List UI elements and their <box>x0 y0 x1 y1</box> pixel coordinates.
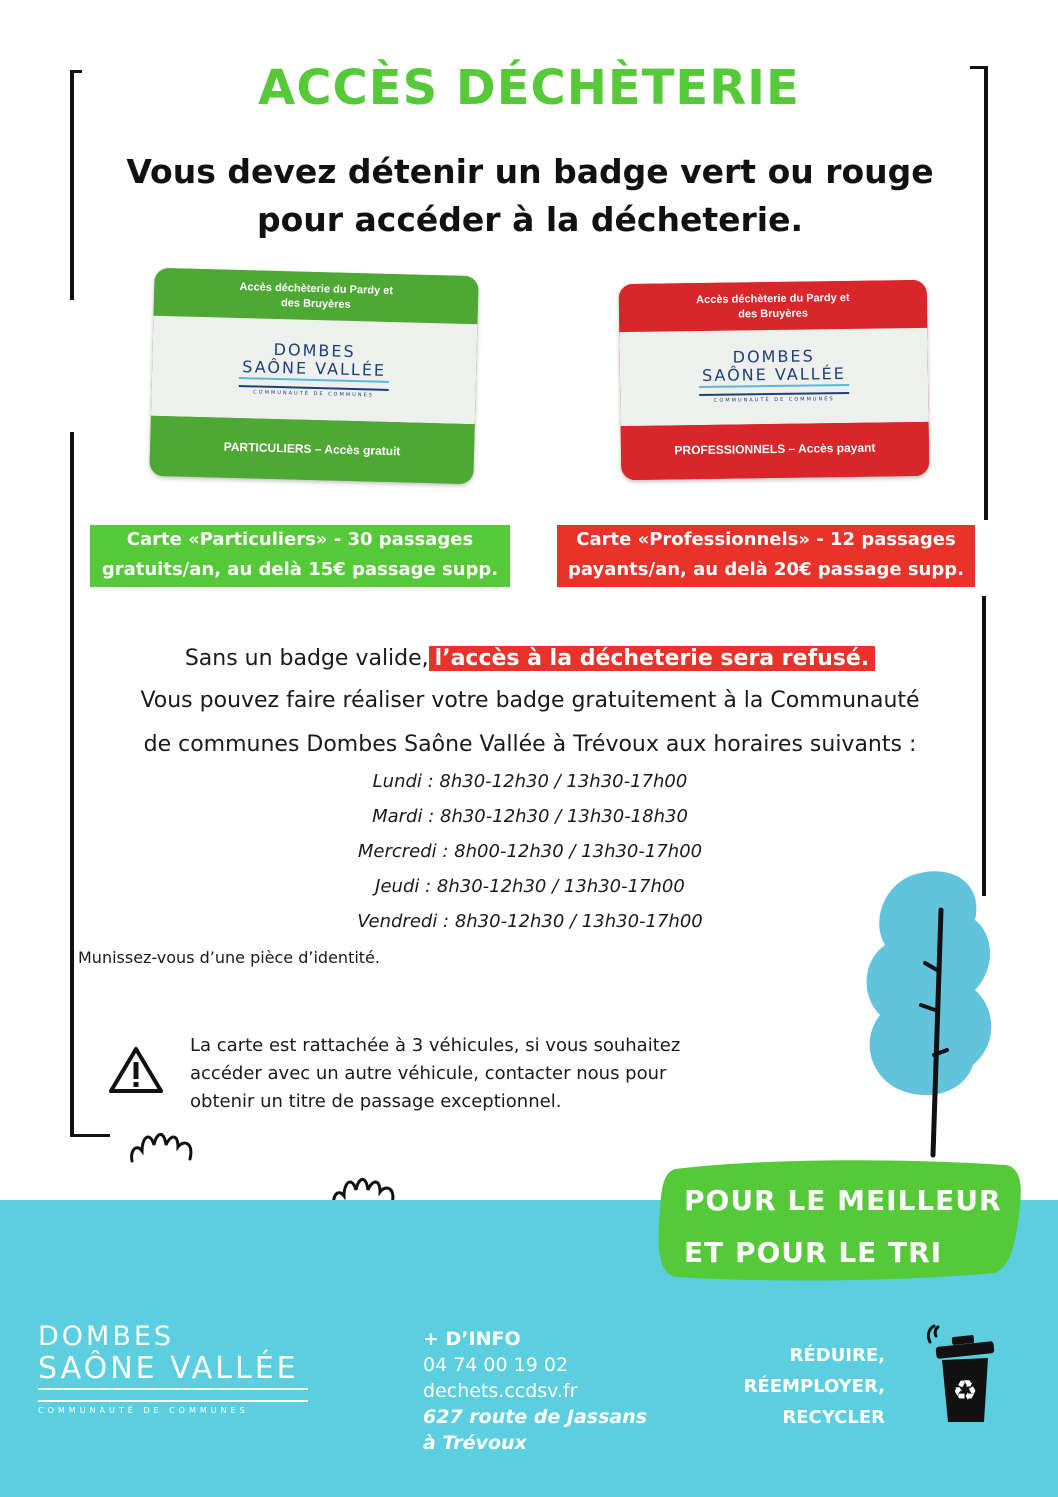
slogan-text: POUR LE MEILLEUR ET POUR LE TRI <box>684 1184 1002 1269</box>
hours-monday: Lundi : 8h30-12h30 / 13h30-17h00 <box>372 771 688 792</box>
red-badge-top-text: Accès déchèterie du Pardy et des Bruyères <box>696 291 850 321</box>
green-badge-bottom-text: PARTICULIERS – Accès gratuit <box>223 439 401 459</box>
footer-contact <box>423 1326 647 1456</box>
page-subtitle: Vous devez détenir un badge vert ou rouge pour accéder à la décheterie. <box>126 152 934 239</box>
green-badge-card <box>149 268 478 484</box>
green-badge-logo: DOMBES SAÔNE VALLÉE COMMUNAUTÉ DE COMMUNES <box>152 338 477 401</box>
red-badge-logo: DOMBES SAÔNE VALLÉE COMMUNAUTÉ DE COMMUNES <box>620 346 929 405</box>
refusal-highlight: l’accès à la décheterie sera refusé. <box>429 646 876 671</box>
frame-left-bottom <box>70 432 74 1137</box>
hours-thursday: Jeudi : 8h30-12h30 / 13h30-17h00 <box>375 876 685 897</box>
svg-text:♻: ♻ <box>952 1374 978 1407</box>
phone-number: 04 74 00 19 02 <box>423 1354 569 1376</box>
info-line-3: de communes Dombes Saône Vallée à Trévoux aux horaires suivants : <box>143 732 917 757</box>
frame-right-top <box>984 66 988 520</box>
info-line-2: Vous pouvez faire réaliser votre badge gratuitement à la Communauté <box>140 688 920 713</box>
hours-tuesday: Mardi : 8h30-12h30 / 13h30-18h30 <box>372 806 688 827</box>
website-link[interactable]: dechets.ccdsv.fr <box>423 1380 578 1402</box>
opening-hours <box>300 764 760 939</box>
recycling-bin-icon <box>922 1322 1002 1427</box>
info-line-1: Sans un badge valide, l’accès à la décheterie sera refusé. <box>60 646 1000 671</box>
green-badge-top-text: Accès déchèterie du Pardy et des Bruyères <box>239 281 394 311</box>
warning-text: La carte est rattachée à 3 véhicules, si vous souhaitez accéder avec un autre véhicule, contacter nous pour obtenir un titre de passage exceptionnel. <box>190 1035 681 1112</box>
grass-doodle-1 <box>128 1125 208 1165</box>
info-heading: + D’INFO <box>423 1328 521 1350</box>
hours-wednesday: Mercredi : 8h00-12h30 / 13h30-17h00 <box>357 841 703 862</box>
tariff-professionnels: Carte «Professionnels» - 12 passages payants/an, au delà 20€ passage supp. <box>557 525 975 587</box>
footer-logo: DOMBES SAÔNE VALLÉE COMMUNAUTÉ DE COMMUNES <box>38 1322 308 1415</box>
warning-icon <box>108 1045 164 1095</box>
tree-illustration <box>855 865 1005 1165</box>
address-line-2: à Trévoux <box>423 1432 527 1454</box>
hours-friday: Vendredi : 8h30-12h30 / 13h30-17h00 <box>357 911 703 932</box>
red-badge-card <box>619 280 930 480</box>
address-line-1: 627 route de Jassans <box>423 1406 648 1428</box>
frame-left-bottom-tick <box>70 1134 110 1137</box>
page-title: ACCÈS DÉCHÈTERIE <box>258 60 800 116</box>
id-note: Munissez-vous d’une pièce d’identité. <box>78 948 380 967</box>
tariff-particuliers: Carte «Particuliers» - 30 passages gratuits/an, au delà 15€ passage supp. <box>90 525 510 587</box>
red-badge-bottom-text: PROFESSIONNELS – Accès payant <box>674 440 876 458</box>
footer-motto: RÉDUIRE, RÉEMPLOYER, RECYCLER <box>743 1345 885 1428</box>
